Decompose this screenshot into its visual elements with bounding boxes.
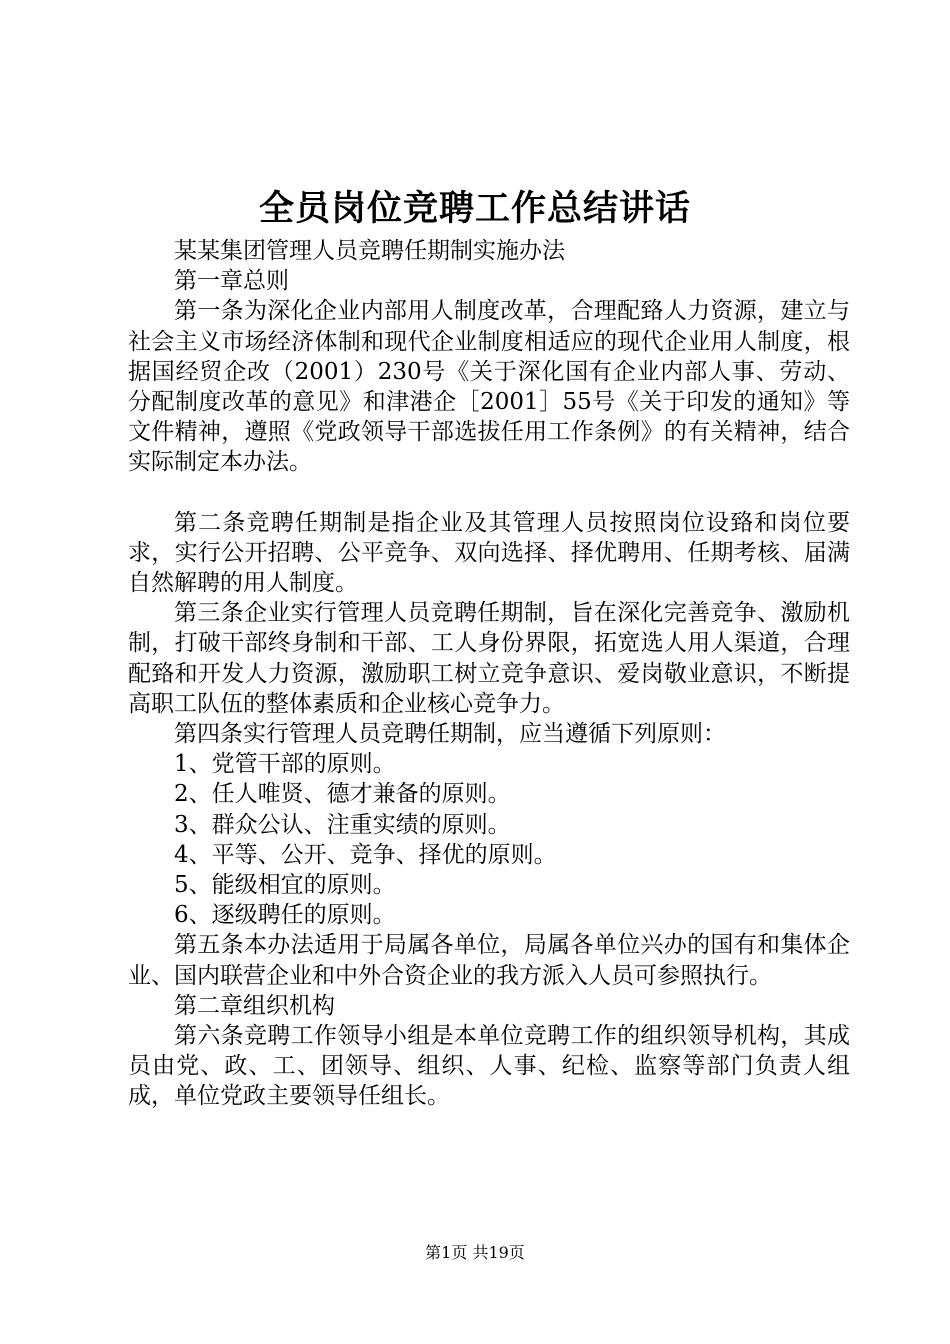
chapter-heading-1: 第一章总则	[174, 268, 289, 295]
document-title: 全员岗位竞聘工作总结讲话	[258, 188, 691, 229]
article-5: 第五条本办法适用于局属各单位，局属各单位兴办的国有和集体企业、国内联营企业和中外合资企业的我方派入人员可参照执行。	[128, 932, 850, 989]
paragraph-spacer	[128, 478, 850, 508]
article-1: 第一条为深化企业内部用人制度改革，合理配臵人力资源，建立与社会主义市场经济体制和现代企业制度相适应的现代企业用人制度，根据国经贸企改（2001）230号《关于深化国有企业内部人事、劳动、分配制度改革的意见》和津港企［2001］55号《关于印发的通知》等文件精神，遵照《党政领导干部选拔任用工作条例》的有关精神，结合实际制定本办法。	[128, 298, 850, 476]
document-body	[128, 236, 850, 1112]
article-4: 第四条实行管理人员竞聘任期制，应当遵循下列原则：	[174, 721, 726, 748]
article-3: 第三条企业实行管理人员竞聘任期制，旨在深化完善竞争、激励机制，打破干部终身制和干部、工人身份界限，拓宽选人用人渠道，合理配臵和开发人力资源，激励职工树立竞争意识、爱岗敬业意识，不断提高职工队伍的整体素质和企业核心竞争力。	[128, 600, 850, 717]
principle-item-5: 5、能级相宜的原则。	[174, 872, 396, 899]
chapter-heading-2: 第二章组织机构	[174, 992, 335, 1019]
principle-item-1: 1、党管干部的原则。	[174, 751, 396, 778]
paragraph-heading: 某某集团管理人员竞聘任期制实施办法	[174, 238, 565, 264]
page-footer: 第1页 共19页	[425, 1243, 525, 1262]
principle-item-4: 4、平等、公开、竞争、择优的原则。	[174, 841, 557, 868]
article-2: 第二条竞聘任期制是指企业及其管理人员按照岗位设臵和岗位要求，实行公开招聘、公平竞争、双向选择、择优聘用、任期考核、届满自然解聘的用人制度。	[128, 509, 850, 597]
principle-item-2: 2、任人唯贤、德才兼备的原则。	[174, 781, 511, 808]
principle-item-6: 6、逐级聘任的原则。	[174, 902, 396, 929]
principle-item-3: 3、群众公认、注重实绩的原则。	[174, 811, 511, 838]
article-6: 第六条竞聘工作领导小组是本单位竞聘工作的组织领导机构，其成员由党、政、工、团领导、组织、人事、纪检、监察等部门负责人组成，单位党政主要领导任组长。	[128, 1023, 850, 1110]
